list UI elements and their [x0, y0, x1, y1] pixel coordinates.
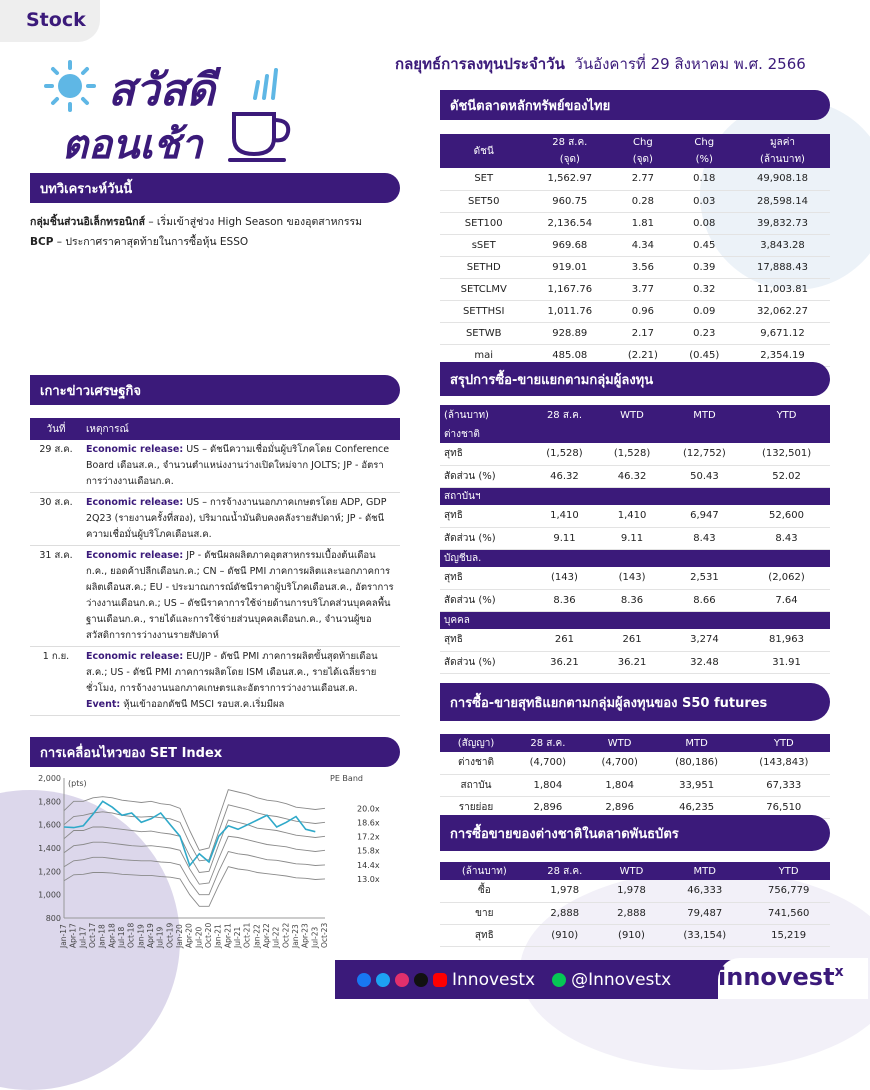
col-header: Chg — [612, 134, 673, 151]
table-row — [440, 300, 830, 322]
bond-banner — [440, 815, 830, 851]
pe-band-label: PE Band — [330, 774, 363, 783]
table-row — [440, 629, 830, 651]
table-cell: 32.48 — [666, 651, 743, 673]
pe-band-line — [64, 852, 325, 895]
table-row — [440, 256, 830, 278]
youtube-icon[interactable] — [433, 973, 447, 987]
table-cell: SET50 — [440, 190, 527, 212]
brand-x: x — [834, 964, 844, 980]
table-cell: ซื้อ — [440, 880, 529, 902]
x-tick-label: Jul-19 — [155, 926, 165, 948]
table-cell: 485.08 — [527, 344, 612, 366]
table-cell: (4,700) — [512, 752, 584, 774]
steam-icon — [250, 68, 278, 106]
table-cell: (910) — [529, 924, 601, 946]
y-unit-label: (pts) — [68, 779, 87, 788]
table-row — [440, 589, 830, 611]
bond-table — [440, 862, 830, 947]
table-cell: 4.34 — [612, 234, 673, 256]
x-tick-label: Apr-22 — [262, 923, 271, 948]
table-cell: 15,219 — [747, 924, 830, 946]
table-cell: 756,779 — [747, 880, 830, 902]
analysis-item-topic: BCP — [30, 236, 54, 248]
table-cell: SETTHSI — [440, 300, 527, 322]
group-row — [440, 549, 830, 567]
econ-keyword: Economic release: — [86, 444, 184, 455]
col-header: YTD — [743, 405, 830, 425]
pe-band-line — [64, 820, 325, 873]
pe-band-line — [64, 867, 325, 907]
table-cell: 79,487 — [662, 902, 747, 924]
table-cell: sSET — [440, 234, 527, 256]
pe-band-line — [64, 790, 325, 851]
econ-text: US – ดัชนีความเชื่อมั่นผู้บริโภคโดย Conference Board เดือนส.ค., จำนวนตำแหน่งงานว่างเปิดใหม่จาก JOLTS; JP - อัตราการว่างงานเดือนก.ค. — [86, 444, 390, 487]
econ-row — [30, 546, 400, 647]
table-cell: (132,501) — [743, 443, 830, 465]
coffee-cup-icon — [228, 108, 300, 168]
econ-text: EU/JP - ดัชนี PMI ภาคการผลิตขั้นสุดท้ายเดือนส.ค.; US - ดัชนี PMI ภาคการผลิตโดย ISM เดือนส.ค., รายได้เฉลี่ยรายชั่วโมง, การจ้างงานนอกภาคเกษตรและอัตราการว่างงานเดือนส.ค. — [86, 651, 378, 694]
group-name: บุคคล — [440, 611, 830, 629]
social-handle[interactable]: Innovestx — [452, 969, 536, 990]
greeting-line1: สวัสดี — [108, 65, 215, 116]
table-cell: 9.11 — [531, 527, 599, 549]
econ-keyword: Economic release: — [86, 497, 184, 508]
col-header: 28 ส.ค. — [529, 862, 601, 880]
econ-date: 31 ส.ค. — [30, 546, 82, 647]
x-tick-label: Apr-21 — [223, 923, 233, 948]
table-cell: 0.32 — [674, 278, 735, 300]
brand-logo — [718, 963, 844, 991]
table-cell: 33,951 — [656, 774, 738, 796]
table-cell: 28,598.14 — [735, 190, 830, 212]
econ-row — [30, 493, 400, 546]
x-tick-label: Jan-20 — [175, 924, 184, 948]
table-cell: 36.21 — [598, 651, 666, 673]
table-row — [440, 752, 830, 774]
econ-event-text: หุ้นเข้าออกดัชนี MSCI รอบส.ค.เริ่มมีผล — [120, 699, 285, 710]
table-cell: 3.56 — [612, 256, 673, 278]
table-cell: 31.91 — [743, 651, 830, 673]
table-cell: 36.21 — [531, 651, 599, 673]
y-tick-label: 1,000 — [38, 890, 61, 900]
table-cell: สัดส่วน (%) — [440, 527, 531, 549]
table-cell: 46,235 — [656, 796, 738, 818]
table-cell: 1,011.76 — [527, 300, 612, 322]
table-cell: 7.64 — [743, 589, 830, 611]
table-row — [440, 651, 830, 673]
x-tick-label: Apr-20 — [184, 923, 194, 948]
instagram-icon[interactable] — [395, 973, 409, 987]
econ-date: 30 ส.ค. — [30, 493, 82, 546]
table-cell: 1,978 — [601, 880, 662, 902]
table-cell: 3.77 — [612, 278, 673, 300]
table-cell: 46.32 — [598, 465, 666, 487]
group-name: บัญชีบล. — [440, 549, 830, 567]
table-cell: (33,154) — [662, 924, 747, 946]
col-header: (สัญญา) — [440, 734, 512, 752]
x-tick-label: Jan-23 — [291, 924, 300, 948]
x-tick-label: Jul-23 — [310, 926, 320, 948]
line-handle[interactable]: @Innovestx — [571, 969, 672, 990]
x-tick-label: Apr-17 — [68, 923, 78, 948]
table-row — [440, 505, 830, 527]
group-row — [440, 611, 830, 629]
table-cell: ขาย — [440, 902, 529, 924]
table-cell: SET100 — [440, 212, 527, 234]
table-row — [440, 190, 830, 212]
table-cell: 9.11 — [598, 527, 666, 549]
col-header: WTD — [598, 405, 666, 425]
table-cell: 3,274 — [666, 629, 743, 651]
sun-icon — [42, 58, 98, 118]
analysis-banner — [30, 173, 400, 203]
col-header: 28 ส.ค. — [512, 734, 584, 752]
table-cell: (1,528) — [531, 443, 599, 465]
x-tick-label: Oct-21 — [242, 922, 252, 948]
table-cell: 76,510 — [738, 796, 830, 818]
x-tick-label: Jul-17 — [78, 926, 88, 948]
x-tick-label: Jul-20 — [194, 926, 204, 948]
table-cell: 1,978 — [529, 880, 601, 902]
table-cell: (12,752) — [666, 443, 743, 465]
table-cell: (80,186) — [656, 752, 738, 774]
investor-banner — [440, 362, 830, 396]
x-tick-label: Jul-18 — [117, 926, 126, 948]
econ-text: JP - ดัชนีผลผลิตภาคอุตสาหกรรมเบื้องต้นเดือนก.ค., ยอดค้าปลีกเดือนก.ค.; CN – ดัชนี PMI ภาคการผลิตและนอกภาคการผลิตเดือนส.ค.; EU - ประมาณการณ์ดัชนีราคาผู้บริโภคเดือนส.ค., อัตราการว่างงานเดือนก.ค.; US – ดัชนีราคาการใช้จ่ายด้านการบริโภคส่วนบุคคลพื้นฐานเดือนก.ค., รายได้และการใช้จ่ายส่วนบุคคลเดือนก.ค., จำนวนผู้ขอสวัสดิการการว่างงานรายสัปดาห์ — [86, 550, 394, 641]
thai-index-banner — [440, 90, 830, 120]
thai-index-title: ดัชนีตลาดหลักทรัพย์ของไทย — [450, 98, 611, 114]
econ-row — [30, 647, 400, 716]
table-cell: 2,888 — [529, 902, 601, 924]
table-cell: ต่างชาติ — [440, 752, 512, 774]
table-cell: 2.77 — [612, 168, 673, 190]
table-cell: สัดส่วน (%) — [440, 465, 531, 487]
col-subheader: (%) — [674, 151, 735, 168]
col-subheader: (ล้านบาท) — [735, 151, 830, 168]
x-tick-label: Jul-22 — [271, 926, 281, 948]
table-cell: สถาบัน — [440, 774, 512, 796]
econ-header-date: วันที่ — [30, 418, 82, 440]
econ-event — [82, 647, 400, 716]
group-name: สถาบันฯ — [440, 487, 830, 505]
table-cell: SETCLMV — [440, 278, 527, 300]
table-cell: 1,410 — [598, 505, 666, 527]
futures-banner — [440, 683, 830, 721]
table-cell: mai — [440, 344, 527, 366]
table-cell: (2,062) — [743, 567, 830, 589]
x-tick-label: Apr-23 — [300, 923, 310, 948]
table-cell: SET — [440, 168, 527, 190]
table-cell: 50.43 — [666, 465, 743, 487]
table-row — [440, 774, 830, 796]
table-cell: 8.36 — [531, 589, 599, 611]
col-header: WTD — [584, 734, 656, 752]
col-header: มูลค่า — [735, 134, 830, 151]
x-tick-label: Oct-17 — [88, 922, 97, 948]
econ-keyword: Economic release: — [86, 651, 184, 662]
x-tick-label: Jan-21 — [213, 924, 223, 948]
col-header: Chg — [674, 134, 735, 151]
table-row — [440, 527, 830, 549]
table-cell: 0.23 — [674, 322, 735, 344]
table-cell: 2,896 — [584, 796, 656, 818]
econ-date: 29 ส.ค. — [30, 440, 82, 493]
set-index-chart — [30, 770, 390, 958]
table-cell: สัดส่วน (%) — [440, 651, 531, 673]
col-header: WTD — [601, 862, 662, 880]
table-row — [440, 322, 830, 344]
x-tick-label: Oct-23 — [320, 922, 329, 948]
futures-table — [440, 734, 830, 819]
econ-row — [30, 440, 400, 493]
col-header: 28 ส.ค. — [531, 405, 599, 425]
y-tick-label: 1,400 — [38, 844, 61, 853]
investor-title: สรุปการซื้อ-ขายแยกตามกลุ่มผู้ลงทุน — [450, 372, 654, 388]
econ-table — [30, 418, 400, 716]
strategy-label: กลยุทธ์การลงทุนประจำวัน — [395, 55, 565, 73]
table-cell: 0.03 — [674, 190, 735, 212]
col-header: (ล้านบาท) — [440, 405, 531, 425]
table-cell: (2.21) — [612, 344, 673, 366]
table-cell: 39,832.73 — [735, 212, 830, 234]
x-tick-label: Apr-18 — [107, 923, 117, 948]
pe-band-name: 15.8x — [357, 846, 380, 856]
table-cell: (4,700) — [584, 752, 656, 774]
table-cell: 1,410 — [531, 505, 599, 527]
table-row — [440, 443, 830, 465]
y-tick-label: 2,000 — [38, 774, 61, 783]
strategy-header — [395, 52, 806, 76]
thai-index-table — [440, 134, 830, 367]
econ-event-keyword: Event: — [86, 699, 121, 710]
y-tick-label: 800 — [45, 914, 61, 923]
table-cell: 2,136.54 — [527, 212, 612, 234]
table-row — [440, 234, 830, 256]
table-cell: สุทธิ — [440, 924, 529, 946]
x-tick-label: Oct-22 — [281, 922, 291, 948]
table-row — [440, 567, 830, 589]
facebook-icon[interactable] — [357, 973, 371, 987]
x-tick-label: Oct-19 — [165, 922, 175, 948]
table-cell: 0.28 — [612, 190, 673, 212]
table-cell: SETWB — [440, 322, 527, 344]
table-cell: (910) — [601, 924, 662, 946]
econ-header-event: เหตุการณ์ — [82, 418, 400, 440]
col-header: YTD — [738, 734, 830, 752]
econ-banner — [30, 375, 400, 405]
col-header: MTD — [656, 734, 738, 752]
table-cell: 49,908.18 — [735, 168, 830, 190]
table-cell: 741,560 — [747, 902, 830, 924]
table-cell: 2,888 — [601, 902, 662, 924]
col-header: (ล้านบาท) — [440, 862, 529, 880]
bond-title: การซื้อขายของต่างชาติในตลาดพันธบัตร — [450, 826, 679, 842]
table-cell: 9,671.12 — [735, 322, 830, 344]
group-row — [440, 487, 830, 505]
analysis-title: บทวิเคราะห์วันนี้ — [40, 181, 133, 197]
group-row — [440, 425, 830, 443]
table-cell: 0.09 — [674, 300, 735, 322]
table-cell: สัดส่วน (%) — [440, 589, 531, 611]
table-cell: 52.02 — [743, 465, 830, 487]
table-cell: (1,528) — [598, 443, 666, 465]
table-cell: 46,333 — [662, 880, 747, 902]
set-chart-title: การเคลื่อนไหวของ SET Index — [40, 745, 223, 761]
set-chart-banner — [30, 737, 400, 767]
pe-band-name: 20.0x — [357, 804, 380, 814]
analysis-item — [30, 232, 400, 252]
table-cell: 0.45 — [674, 234, 735, 256]
col-header: MTD — [666, 405, 743, 425]
x-tick-label: Oct-18 — [126, 922, 136, 948]
x-tick-label: Jan-22 — [252, 924, 262, 948]
econ-text: US – การจ้างงานนอกภาคเกษตรโดย ADP, GDP 2Q23 (รายงานครั้งที่สอง), ปริมาณน้ำมันดิบคงคลังรายสัปดาห์; JP - ดัชนีความเชื่อมั่นผู้บริโภคเดือนส.ค. — [86, 497, 387, 540]
table-cell: 919.01 — [527, 256, 612, 278]
table-cell: 2,354.19 — [735, 344, 830, 366]
table-cell: 1.81 — [612, 212, 673, 234]
table-cell: 52,600 — [743, 505, 830, 527]
table-cell: 3,843.28 — [735, 234, 830, 256]
analysis-item-text: – ประกาศราคาสุดท้ายในการซื้อหุ้น ESSO — [53, 236, 249, 248]
econ-title: เกาะข่าวเศรษฐกิจ — [40, 383, 141, 399]
table-cell: (143) — [598, 567, 666, 589]
x-tick-label: Jul-21 — [233, 926, 242, 948]
table-cell: 17,888.43 — [735, 256, 830, 278]
x-tick-label: Jan-19 — [136, 924, 146, 948]
table-cell: 928.89 — [527, 322, 612, 344]
section-tag: Stock — [0, 0, 100, 42]
analysis-item-topic: กลุ่มชิ้นส่วนอิเล็กทรอนิกส์ — [30, 216, 145, 228]
pe-band-name: 14.4x — [357, 860, 380, 870]
table-cell: 969.68 — [527, 234, 612, 256]
table-cell: (143) — [531, 567, 599, 589]
table-cell: 8.43 — [743, 527, 830, 549]
table-cell: 1,167.76 — [527, 278, 612, 300]
table-cell: 0.96 — [612, 300, 673, 322]
table-cell: 0.18 — [674, 168, 735, 190]
table-row — [440, 278, 830, 300]
y-tick-label: 1,800 — [38, 797, 61, 807]
x-tick-label: Apr-19 — [146, 923, 155, 948]
y-tick-label: 1,600 — [38, 820, 61, 830]
analysis-item-text: – เริ่มเข้าสู่ช่วง High Season ของอุตสาหกรรม — [145, 216, 363, 228]
line-icon[interactable] — [552, 973, 566, 987]
table-cell: 2,896 — [512, 796, 584, 818]
table-cell: 8.36 — [598, 589, 666, 611]
x-tick-label: Oct-20 — [204, 922, 213, 948]
table-cell: 11,003.81 — [735, 278, 830, 300]
investor-table — [440, 405, 830, 674]
table-cell: 81,963 — [743, 629, 830, 651]
col-subheader: (จุด) — [527, 151, 612, 168]
table-row — [440, 168, 830, 190]
table-cell: 6,947 — [666, 505, 743, 527]
pe-band-name: 17.2x — [357, 832, 380, 842]
col-header: ดัชนี — [440, 134, 527, 168]
table-cell: 32,062.27 — [735, 300, 830, 322]
table-cell: สุทธิ — [440, 443, 531, 465]
table-cell: (143,843) — [738, 752, 830, 774]
pe-band-name: 18.6x — [357, 818, 380, 828]
table-cell: 1,562.97 — [527, 168, 612, 190]
table-cell: รายย่อย — [440, 796, 512, 818]
table-cell: 8.66 — [666, 589, 743, 611]
table-cell: 8.43 — [666, 527, 743, 549]
col-header: MTD — [662, 862, 747, 880]
table-cell: SETHD — [440, 256, 527, 278]
col-header: YTD — [747, 862, 830, 880]
twitter-icon[interactable] — [376, 973, 390, 987]
econ-event — [82, 440, 400, 493]
col-subheader: (จุด) — [612, 151, 673, 168]
table-cell: (0.45) — [674, 344, 735, 366]
col-header: 28 ส.ค. — [527, 134, 612, 151]
brand-name: innovest — [718, 963, 835, 991]
table-cell: 960.75 — [527, 190, 612, 212]
greeting-line2: ตอนเช้า — [62, 122, 203, 168]
table-cell: สุทธิ — [440, 505, 531, 527]
table-cell: 1,804 — [512, 774, 584, 796]
analysis-item — [30, 212, 400, 232]
y-tick-label: 1,200 — [38, 867, 61, 877]
table-cell: 261 — [598, 629, 666, 651]
table-cell: 2,531 — [666, 567, 743, 589]
table-row — [440, 212, 830, 234]
table-row — [440, 902, 830, 924]
econ-date: 1 ก.ย. — [30, 647, 82, 716]
table-row — [440, 465, 830, 487]
table-cell: 1,804 — [584, 774, 656, 796]
econ-event — [82, 493, 400, 546]
table-cell: 67,333 — [738, 774, 830, 796]
x-tick-label: Jan-17 — [59, 924, 68, 948]
strategy-date: วันอังคารที่ 29 สิงหาคม พ.ศ. 2566 — [574, 55, 806, 73]
econ-event — [82, 546, 400, 647]
table-cell: 261 — [531, 629, 599, 651]
table-row — [440, 880, 830, 902]
futures-title: การซื้อ-ขายสุทธิแยกตามกลุ่มผู้ลงทุนของ S50 futures — [450, 695, 768, 711]
table-cell: 2.17 — [612, 322, 673, 344]
group-name: ต่างชาติ — [440, 425, 830, 443]
table-cell: 0.08 — [674, 212, 735, 234]
tiktok-icon[interactable] — [414, 973, 428, 987]
x-tick-label: Jan-18 — [97, 924, 107, 948]
table-cell: สุทธิ — [440, 629, 531, 651]
econ-keyword: Economic release: — [86, 550, 184, 561]
table-row — [440, 924, 830, 946]
table-cell: สุทธิ — [440, 567, 531, 589]
pe-band-name: 13.0x — [357, 874, 380, 884]
table-cell: 0.39 — [674, 256, 735, 278]
analysis-list — [30, 212, 400, 252]
table-cell: 46.32 — [531, 465, 599, 487]
